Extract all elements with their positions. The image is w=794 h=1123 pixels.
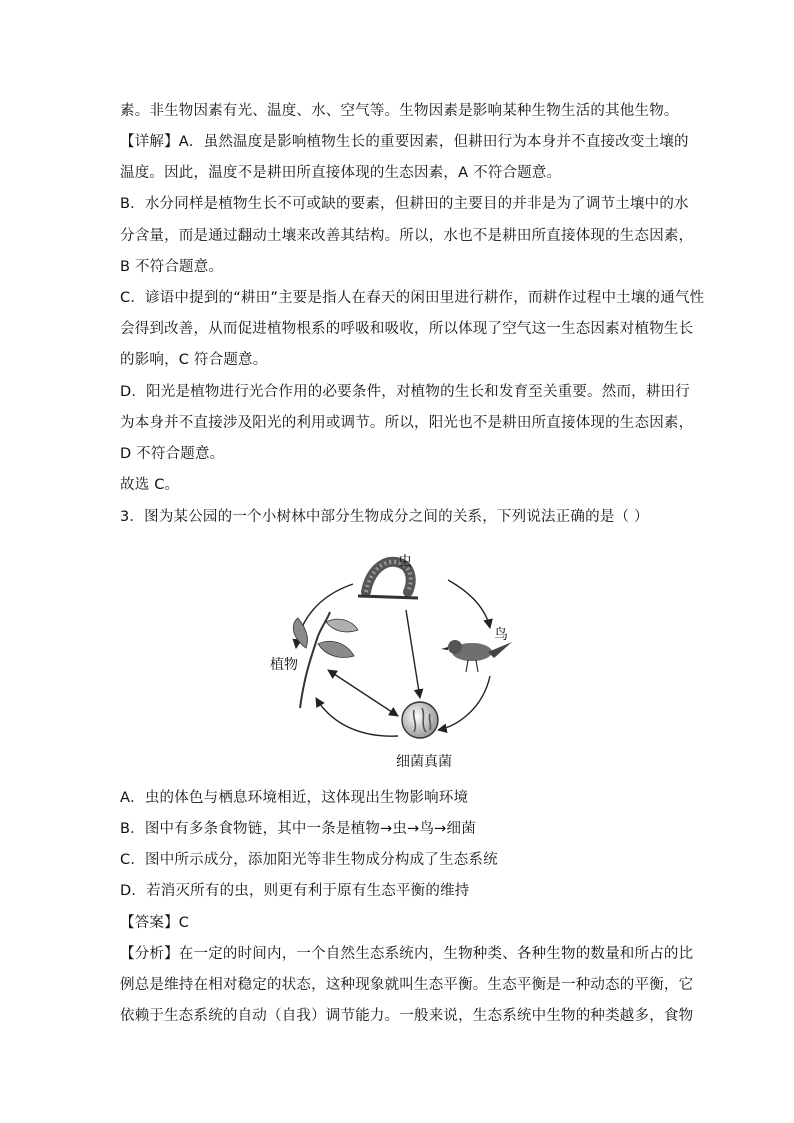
option-b: B．图中有多条食物链，其中一条是植物→虫→鸟→细菌 (120, 821, 476, 837)
text-line: 故选 C。 (120, 477, 180, 493)
text-line: C．谚语中提到的“耕田”主要是指人在春天的闲田里进行耕作，而耕作过程中土壤的通气性 (120, 290, 705, 306)
text-line: B．水分同样是植物生长不可或缺的要素，但耕田的主要目的并非是为了调节土壤中的水 (120, 196, 689, 212)
bird-label: 鸟 (494, 627, 508, 643)
insect-label: 虫 (398, 554, 412, 570)
text-line: 为本身并不直接涉及阳光的利用或调节。所以，阳光也不是耕田所直接体现的生态因素， (120, 415, 694, 431)
question-stem: 3．图为某公园的一个小树林中部分生物成分之间的关系，下列说法正确的是（ ） (120, 509, 649, 525)
microbe-label: 细菌真菌 (396, 754, 452, 770)
text-line: 素。非生物因素有光、温度、水、空气等。生物因素是影响某种生物生活的其他生物。 (120, 103, 679, 119)
plant-image (293, 612, 358, 708)
text-line: 温度。因此，温度不是耕田所直接体现的生态因素，A 不符合题意。 (120, 165, 562, 181)
analysis-line: 例总是维持在相对稳定的状态，这种现象就叫生态平衡。生态平衡是一种动态的平衡，它 (120, 977, 694, 993)
text-line: 【详解】A．虽然温度是影响植物生长的重要因素，但耕田行为本身并不直接改变土壤的 (120, 134, 689, 150)
analysis-line: 【分析】在一定的时间内，一个自然生态系统内，生物种类、各种生物的数量和所占的比 (120, 946, 694, 962)
text-line: B 不符合题意。 (120, 259, 224, 275)
arrow-bird-to-microbe (438, 676, 490, 730)
ecosystem-diagram-svg (258, 548, 528, 778)
arrow-insect-to-microbe (406, 610, 420, 698)
arrow-insect-to-bird (448, 580, 490, 628)
arrow-microbe-to-plant (316, 698, 398, 736)
option-a: A．虫的体色与栖息环境相近，这体现出生物影响环境 (120, 790, 469, 806)
option-d: D．若消灭所有的虫，则更有利于原有生态平衡的维持 (120, 883, 470, 899)
text-line: D 不符合题意。 (120, 446, 225, 462)
text-line: 的影响，C 符合题意。 (120, 352, 268, 368)
plant-label: 植物 (270, 657, 298, 673)
text-line: 会得到改善，从而促进植物根系的呼吸和吸收，所以体现了空气这一生态因素对植物生长 (120, 321, 694, 337)
microbe-image (402, 702, 438, 738)
arrow-plant-microbe (328, 670, 398, 716)
bird-image (441, 640, 512, 672)
text-line: 分含量，而是通过翻动土壤来改善其结构。所以，水也不是耕田所直接体现的生态因素， (120, 228, 694, 244)
answer-line: 【答案】C (120, 915, 190, 931)
text-line: D．阳光是植物进行光合作用的必要条件，对植物的生长和发育至关重要。然而，耕田行 (120, 384, 690, 400)
option-c: C．图中所示成分，添加阳光等非生物成分构成了生态系统 (120, 852, 498, 868)
ecosystem-diagram (258, 548, 528, 778)
analysis-line: 依赖于生态系统的自动（自我）调节能力。一般来说，生态系统中生物的种类越多，食物 (120, 1008, 694, 1024)
